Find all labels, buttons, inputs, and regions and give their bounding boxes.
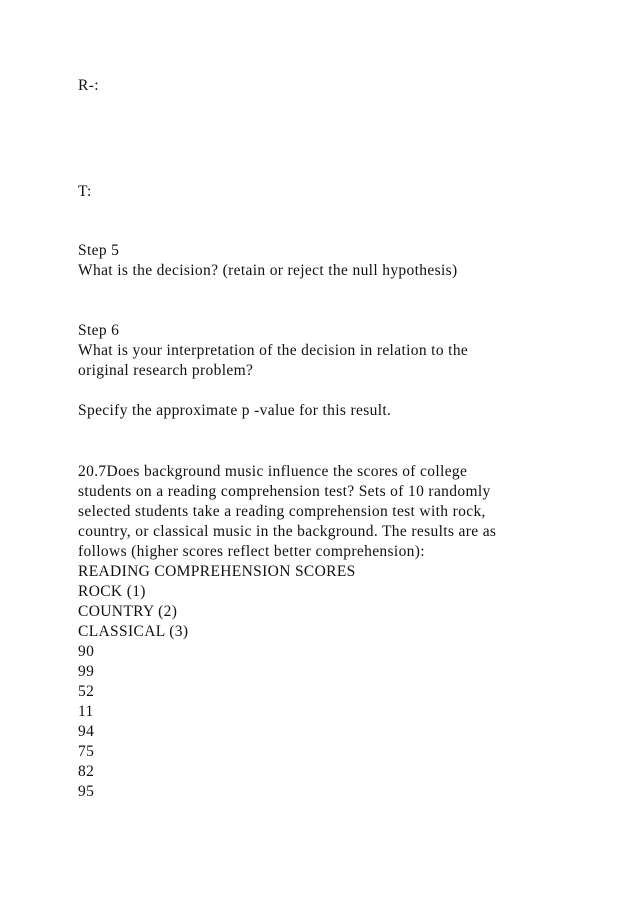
step6-question-line1: What is your interpretation of the decision in relation to the bbox=[78, 342, 469, 359]
table-header-country: COUNTRY (2) bbox=[78, 603, 178, 620]
p-value-prompt: Specify the approximate p -value for this result. bbox=[78, 402, 392, 419]
problem-line-3: selected students take a reading comprehension test with rock, bbox=[78, 503, 486, 520]
table-value: 82 bbox=[78, 763, 95, 780]
step5-question: What is the decision? (retain or reject the null hypothesis) bbox=[78, 262, 458, 279]
r-label: R-: bbox=[78, 77, 99, 94]
table-value: 94 bbox=[78, 723, 95, 740]
table-header-rock: ROCK (1) bbox=[78, 583, 146, 600]
table-value: 99 bbox=[78, 663, 95, 680]
problem-line-1: 20.7Does background music influence the scores of college bbox=[78, 463, 468, 480]
table-title: READING COMPREHENSION SCORES bbox=[78, 563, 356, 580]
table-value: 52 bbox=[78, 683, 95, 700]
table-header-classical: CLASSICAL (3) bbox=[78, 623, 189, 640]
problem-line-5: follows (higher scores reflect better comprehension): bbox=[78, 543, 425, 560]
table-value: 95 bbox=[78, 783, 95, 800]
table-value: 75 bbox=[78, 743, 95, 760]
t-label: T: bbox=[78, 183, 92, 200]
step6-title: Step 6 bbox=[78, 322, 120, 339]
problem-line-2: students on a reading comprehension test? Sets of 10 randomly bbox=[78, 483, 491, 500]
table-value: 90 bbox=[78, 643, 95, 660]
step5-title: Step 5 bbox=[78, 242, 120, 259]
problem-line-4: country, or classical music in the background. The results are as bbox=[78, 523, 497, 540]
table-value: 11 bbox=[78, 703, 94, 720]
step6-question-line2: original research problem? bbox=[78, 362, 254, 379]
